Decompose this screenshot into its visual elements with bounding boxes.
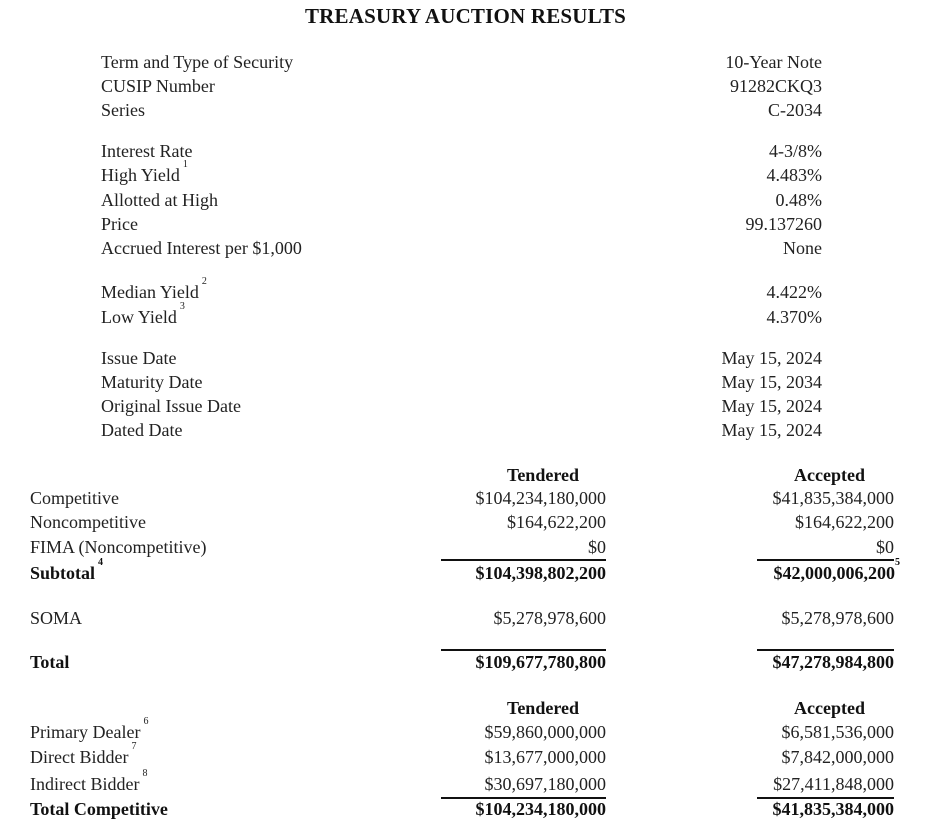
original-issue-date-value: May 15, 2024 <box>721 396 822 416</box>
accrued-interest-value: None <box>783 238 822 258</box>
footnote-marker: 5 <box>895 557 900 568</box>
subtotal-accepted: $42,000,006,200$^5$ <box>773 557 900 583</box>
total-tendered: $109,677,780,800 <box>475 652 606 672</box>
footnote-marker: 6 <box>143 716 149 727</box>
accrued-interest-label: Accrued Interest per $1,000 <box>101 238 302 258</box>
footnote-marker: 8 <box>142 768 148 779</box>
total-competitive-accepted: $41,835,384,000 <box>772 799 894 819</box>
table-cell-accepted: $164,622,200 <box>795 512 894 532</box>
allotted-at-high-label: Allotted at High <box>101 190 218 210</box>
subtotal-tendered: $104,398,802,200 <box>475 563 606 583</box>
subtotal-label: Subtotal$^4$ <box>30 557 104 583</box>
table-cell-tendered: $30,697,180,000 <box>484 774 606 794</box>
issue-date-label: Issue Date <box>101 348 177 368</box>
table-cell-tendered: $13,677,000,000 <box>484 747 606 767</box>
column-header-tendered: Tendered <box>506 465 579 485</box>
dated-date-label: Dated Date <box>101 420 183 440</box>
cusip-label: CUSIP Number <box>101 76 215 96</box>
median-yield-label: Median Yield$^2$ <box>101 276 207 302</box>
cusip-value: 91282CKQ3 <box>729 76 822 96</box>
series-label: Series <box>101 100 145 120</box>
interest-rate-value: 4-3/8% <box>769 141 822 161</box>
dated-date-value: May 15, 2024 <box>721 420 822 440</box>
table-cell-accepted: $0 <box>876 537 894 557</box>
original-issue-date-label: Original Issue Date <box>101 396 241 416</box>
footnote-marker: 1 <box>182 159 188 170</box>
maturity-date-label: Maturity Date <box>101 372 203 392</box>
total-label: Total <box>30 652 70 672</box>
term-type-label: Term and Type of Security <box>101 52 294 72</box>
column-header-tendered: Tendered <box>506 698 579 718</box>
allotted-at-high-value: 0.48% <box>775 190 822 210</box>
total-competitive-tendered: $104,234,180,000 <box>475 799 606 819</box>
high-yield-label: High Yield$^1$ <box>101 159 188 185</box>
footnote-marker: 7 <box>131 741 137 752</box>
footnote-marker: 3 <box>179 301 185 312</box>
direct-bidder-label: Direct Bidder$^7$ <box>30 741 137 767</box>
column-header-accepted: Accepted <box>794 698 865 718</box>
total-accepted: $47,278,984,800 <box>772 652 894 672</box>
total-competitive-label: Total Competitive <box>30 799 168 819</box>
table-cell-tendered: $104,234,180,000 <box>475 488 606 508</box>
table-cell-accepted: $41,835,384,000 <box>772 488 894 508</box>
high-yield-value: 4.483% <box>766 165 822 185</box>
interest-rate-label: Interest Rate <box>101 141 193 161</box>
soma-accepted: $5,278,978,600 <box>781 608 894 628</box>
soma-label: SOMA <box>30 608 83 628</box>
table-cell-tendered: $59,860,000,000 <box>484 722 606 742</box>
series-value: C-2034 <box>768 100 822 120</box>
table-cell-accepted: $6,581,536,000 <box>781 722 894 742</box>
price-label: Price <box>101 214 138 234</box>
primary-dealer-label: Primary Dealer$^6$ <box>30 716 149 742</box>
table-row-label: Noncompetitive <box>30 512 146 532</box>
table-cell-accepted: $7,842,000,000 <box>781 747 894 767</box>
table-cell-tendered: $0 <box>588 537 606 557</box>
indirect-bidder-label: Indirect Bidder$^8$ <box>30 768 148 794</box>
soma-tendered: $5,278,978,600 <box>493 608 606 628</box>
low-yield-value: 4.370% <box>766 307 822 327</box>
term-type-value: 10-Year Note <box>725 52 822 72</box>
column-header-accepted: Accepted <box>794 465 865 485</box>
footnote-marker: 4 <box>98 557 104 568</box>
median-yield-value: 4.422% <box>766 282 822 302</box>
issue-date-value: May 15, 2024 <box>721 348 822 368</box>
table-row-label: FIMA (Noncompetitive) <box>30 537 207 557</box>
price-value: 99.137260 <box>745 214 822 234</box>
table-cell-accepted: $27,411,848,000 <box>773 774 894 794</box>
table-row-label: Competitive <box>30 488 119 508</box>
footnote-marker: 2 <box>201 276 207 287</box>
low-yield-label: Low Yield$^3$ <box>101 301 185 327</box>
table-cell-tendered: $164,622,200 <box>507 512 606 532</box>
page-title: TREASURY AUCTION RESULTS <box>304 4 627 28</box>
maturity-date-value: May 15, 2034 <box>721 372 822 392</box>
